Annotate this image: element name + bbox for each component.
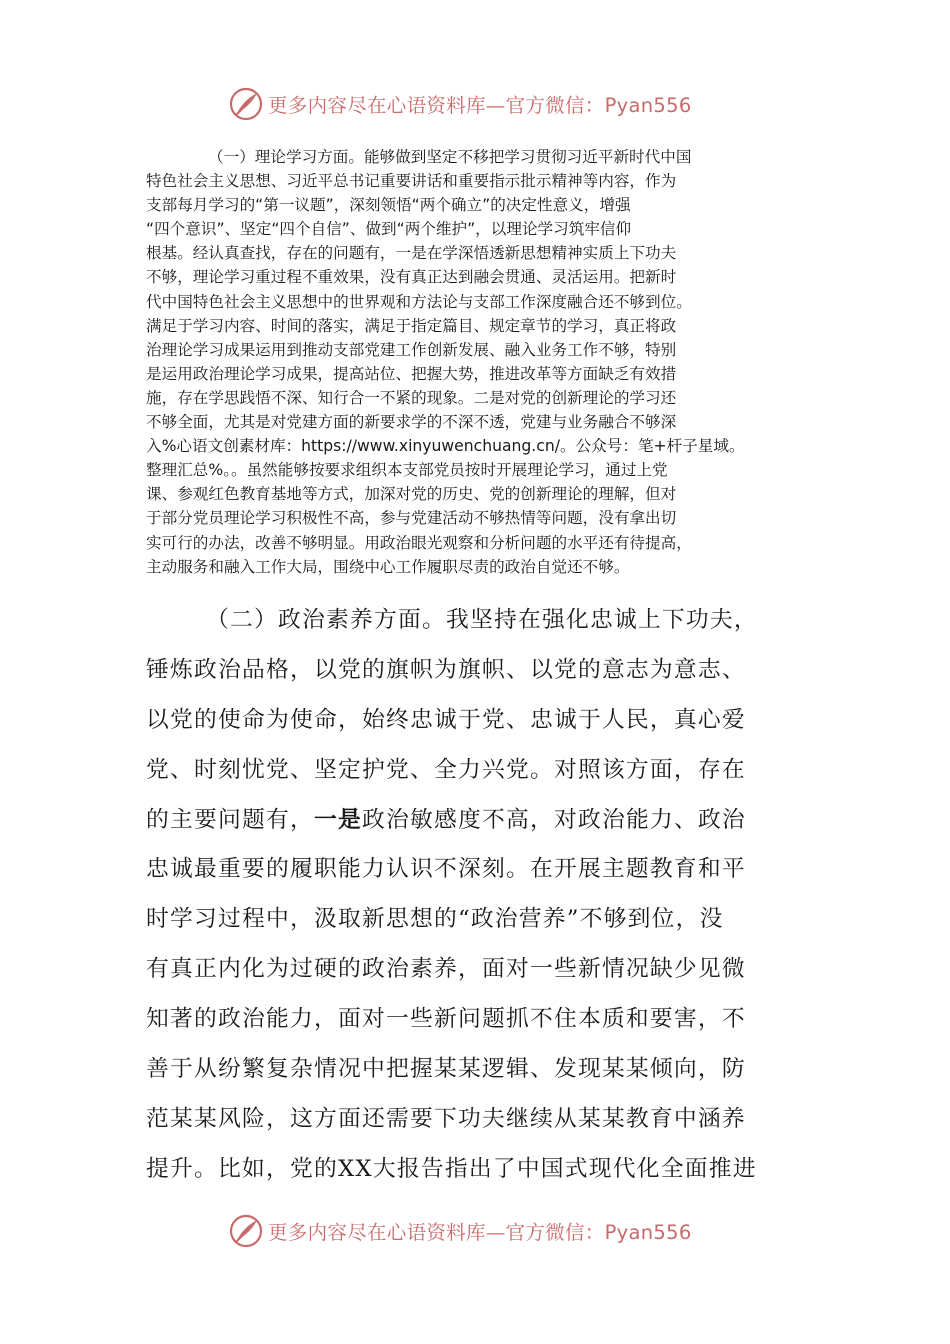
quill-logo-icon — [228, 1213, 264, 1249]
text-line: 忠诚最重要的履职能力认识不深刻。在开展主题教育和平 — [146, 856, 746, 883]
banner-wechat-id: Pyan556 — [604, 1221, 692, 1244]
text-line: 施，存在学思践悟不深、知行合一不紧的现象。二是对党的创新理论的学习还 — [146, 388, 677, 407]
text-line: 的主要问题有，一是政治敏感度不高，对政治能力、政治 — [146, 806, 746, 833]
section-two-paragraph — [146, 596, 806, 1195]
text-line: 提升。比如，党的XX大报告指出了中国式现代化全面推进 — [146, 1155, 757, 1182]
text-line: 不够全面，尤其是对党建方面的新要求学的不深不透，党建与业务融合不够深 — [146, 413, 677, 432]
text-line: 有真正内化为过硬的政治素养，面对一些新情况缺少见微 — [146, 956, 746, 983]
banner-text: 更多内容尽在心语资料库—官方微信：Pyan556 — [268, 1221, 692, 1244]
section-one-paragraph — [146, 145, 814, 579]
banner-wechat-id: Pyan556 — [604, 94, 692, 117]
banner-text: 更多内容尽在心语资料库—官方微信：Pyan556 — [268, 94, 692, 117]
text-line: 是运用政治理论学习成果，提高站位、把握大势，推进改革等方面缺乏有效措 — [146, 364, 677, 383]
text-line: 时学习过程中，汲取新思想的“政治营养”不够到位，没 — [146, 906, 724, 933]
text-line: 根基。经认真查找，存在的问题有，一是在学深悟透新思想精神实质上下功夫 — [146, 244, 677, 263]
text-line: 知著的政治能力，面对一些新问题抓不住本质和要害，不 — [146, 1006, 746, 1033]
quill-logo-icon — [228, 86, 264, 122]
text-line: 支部每月学习的“第一议题”，深刻领悟“两个确立”的决定性意义，增强 — [146, 196, 631, 215]
text-line: 治理论学习成果运用到推动支部党建工作创新发展、融入业务工作不够，特别 — [146, 340, 677, 359]
text-line: 整理汇总%。。虽然能够按要求组织本支部党员按时开展理论学习，通过上党 — [146, 461, 668, 480]
text-line: 主动服务和融入工作大局，围绕中心工作履职尽责的政治自觉还不够。 — [146, 557, 630, 576]
bold-marker: 一是 — [313, 806, 362, 833]
text-line: 善于从纷繁复杂情况中把握某某逻辑、发现某某倾向，防 — [146, 1056, 746, 1083]
text-line: （二）政治素养方面。我坚持在强化忠诚上下功夫， — [206, 607, 758, 633]
text-line: 代中国特色社会主义思想中的世界观和方法论与支部工作深度融合还不够到位。 — [146, 292, 692, 311]
text-line: 满足于学习内容、时间的落实，满足于指定篇目、规定章节的学习，真正将政 — [146, 316, 677, 335]
text-line: 不够，理论学习重过程不重效果，没有真正达到融会贯通、灵活运用。把新时 — [146, 268, 677, 287]
text-line: 特色社会主义思想、习近平总书记重要讲话和重要指示批示精神等内容，作为 — [146, 172, 677, 191]
text-line: 党、时刻忧党、坚定护党、全力兴党。对照该方面，存在 — [146, 756, 746, 783]
text-line: 入%心语文创素材库：https://www.xinyuwenchuang.cn/。公众号：笔+杆子星域。 — [146, 437, 745, 456]
text-line: 课、参观红色教育基地等方式，加深对党的历史、党的创新理论的理解，但对 — [146, 485, 677, 504]
header-banner — [228, 84, 748, 124]
text-line: 实可行的办法，改善不够明显。用政治眼光观察和分析问题的水平还有待提高， — [146, 533, 692, 552]
footer-banner — [228, 1211, 748, 1251]
text-line: “四个意识”、坚定“四个自信”、做到“两个维护”，以理论学习筑牢信仰 — [146, 220, 632, 239]
text-line: 以党的使命为使命，始终忠诚于党、忠诚于人民，真心爱 — [146, 706, 746, 733]
text-line: 于部分党员理论学习积极性不高，参与党建活动不够热情等问题，没有拿出切 — [146, 509, 677, 528]
text-line: 范某某风险，这方面还需要下功夫继续从某某教育中涵养 — [146, 1105, 746, 1132]
text-line: 锤炼政治品格，以党的旗帜为旗帜、以党的意志为意志、 — [146, 656, 746, 683]
text-line: （一）理论学习方面。能够做到坚定不移把学习贯彻习近平新时代中国 — [208, 148, 692, 166]
